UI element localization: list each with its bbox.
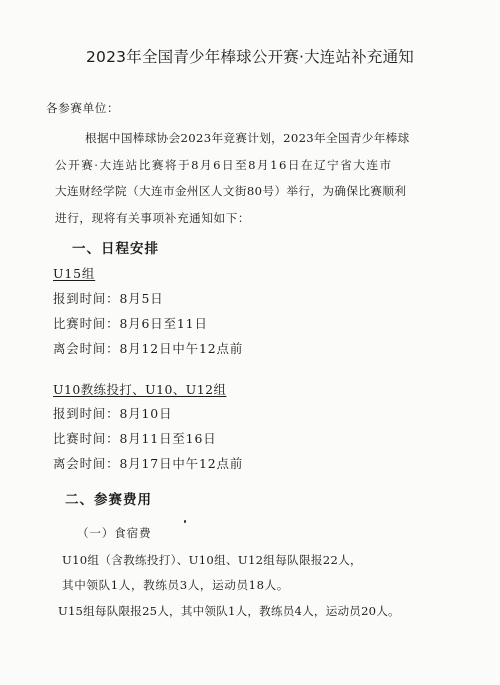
group-name-u15: U15组 bbox=[53, 266, 96, 281]
u15-departure-time: 离会时间：8月12日中午12点前 bbox=[53, 341, 244, 356]
u15-checkin-time: 报到时间：8月5日 bbox=[53, 291, 164, 306]
group-name-u10-u12: U10教练投打、U10、U12组 bbox=[53, 382, 227, 397]
section-heading-fees: 二、参赛费用 bbox=[65, 492, 152, 508]
document-title: 2023年全国青少年棒球公开赛·大连站补充通知 bbox=[86, 48, 414, 66]
intro-line-3: 大连财经学院（大连市金州区人文街80号）举行，为确保比赛顺利 bbox=[55, 184, 407, 198]
u10-u12-checkin-time: 报到时间：8月10日 bbox=[53, 406, 173, 421]
intro-line-2: 公开赛·大连站比赛将于8月6日至8月16日在辽宁省大连市 bbox=[55, 158, 393, 172]
u10-u12-match-time: 比赛时间：8月11日至16日 bbox=[53, 431, 217, 446]
salutation: 各参赛单位： bbox=[46, 101, 120, 115]
section-heading-schedule: 一、日程安排 bbox=[72, 241, 159, 257]
intro-line-4: 进行，现将有关事项补充通知如下： bbox=[55, 211, 251, 225]
u15-match-time: 比赛时间：8月6日至11日 bbox=[53, 316, 208, 331]
fees-line-3: U15组每队限报25人，其中领队1人，教练员4人，运动员20人。 bbox=[58, 604, 400, 618]
scan-speck bbox=[184, 520, 186, 523]
fees-line-2: 其中领队1人，教练员3人，运动员18人。 bbox=[62, 578, 290, 592]
intro-line-1: 根据中国棒球协会2023年竞赛计划，2023年全国青少年棒球 bbox=[85, 131, 410, 145]
fees-line-1: U10组（含教练投打）、U10组、U12组每队限报22人， bbox=[62, 553, 362, 567]
u10-u12-departure-time: 离会时间：8月17日中午12点前 bbox=[53, 456, 244, 471]
fees-subheading: （一）食宿费 bbox=[77, 526, 152, 540]
